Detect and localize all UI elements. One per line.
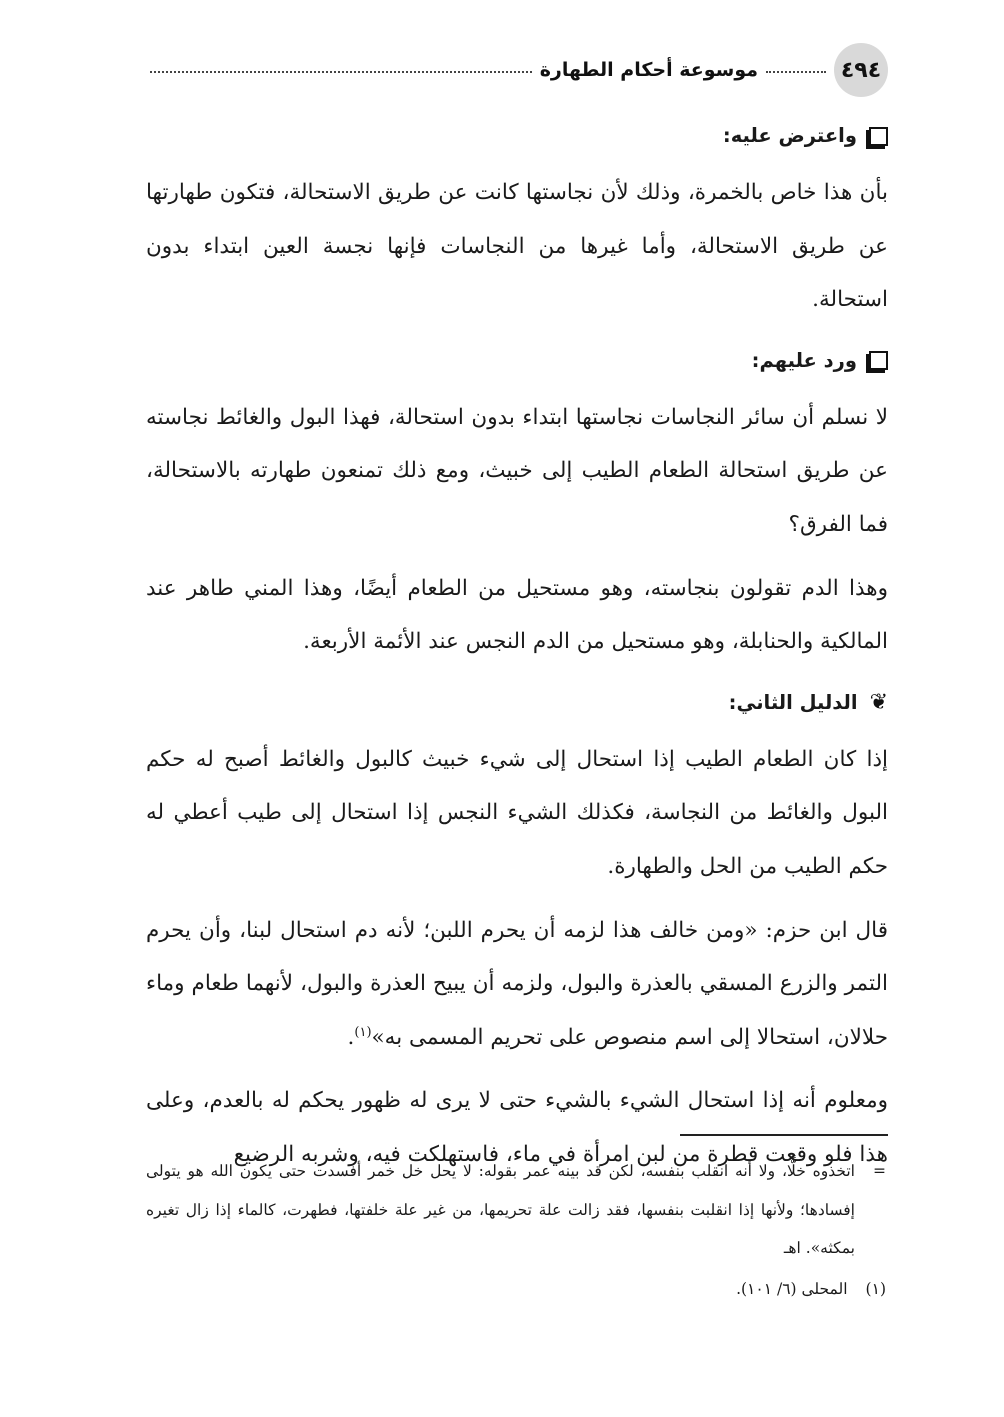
running-title: موسوعة أحكام الطهارة: [539, 59, 758, 81]
footnote-reference: (١): [354, 1024, 372, 1040]
heading-second-evidence-label: الدليل الثاني:: [728, 690, 858, 714]
footnote-separator: [680, 1134, 888, 1136]
page-number: ٤٩٤: [834, 43, 888, 97]
paragraph-3: وهذا الدم تقولون بنجاسته، وهو مستحيل من الطعام أيضًا، وهذا المني طاهر عند المالكية والحنابلة، وهو مستحيل من الدم النجس عند الأئمة الأربعة.: [146, 575, 888, 655]
heading-objection: [146, 112, 888, 160]
paragraph-1: بأن هذا خاص بالخمرة، وذلك لأن نجاستها كانت عن طريق الاستحالة، فتكون طهارتها عن طريق الاستحالة، وأما غيرها من النجاسات فإنها نجسة العين ابتداء بدون استحالة.: [146, 180, 888, 313]
main-text: [146, 110, 888, 1192]
footnote-continuation-text: اتخذوه خلًّا، ولا أنه انقلب بنفسه، لكن قد بينه عمر بقوله: لا يحل خل خمر أفسدت حتى يكون الله هو يتولى إفسادها؛ ولأنها إذا انقلبت بنفسها، فقد زالت علة تحريمها، من غير علة خلفتها، فطهرت، كالماء إذا زال تغيره بمكثه». اهـ: [146, 1162, 855, 1257]
heading-second-evidence: [146, 679, 888, 727]
heading-reply-label: ورد عليهم:: [751, 348, 857, 372]
paragraph-4: إذا كان الطعام الطيب إذا استحال إلى شيء خبيث كالبول والغائط أصبح له حكم البول والغائط من النجاسة، فكذلك الشيء النجس إذا استحال إلى طيب أعطي له حكم الطيب من الحل والطهارة.: [146, 746, 888, 879]
paragraph-2: لا نسلم أن سائر النجاسات نجاستها ابتداء بدون استحالة، فهذا البول والغائط نجاسته عن طريق استحالة الطعام الطيب إلى خبيث، ومع ذلك تمنعون طهارته بالاستحالة، فما الفرق؟: [146, 404, 888, 537]
footnotes: [146, 1152, 888, 1308]
checkbox-bullet-icon: [869, 127, 888, 146]
paragraph-5-end: .: [347, 1024, 355, 1050]
header-dotted-leader-right: [766, 71, 826, 73]
footnote-1-text: المحلى (٦/ ١٠١).: [736, 1279, 848, 1298]
checkbox-bullet-icon: [869, 351, 888, 370]
footnote-1: [146, 1270, 888, 1309]
footnote-continuation: [146, 1152, 888, 1268]
footnote-continuation-marker: =: [873, 1162, 886, 1180]
header-dotted-leader-left: [150, 71, 532, 73]
footnote-1-marker: (١): [865, 1279, 886, 1298]
paragraph-6: ومعلوم أنه إذا استحال الشيء بالشيء حتى لا يرى له ظهور يحكم له بالعدم، وعلى هذا فلو وقعت قطرة من لبن امرأة في ماء، فاستهلكت فيه، وشربه الرضيع: [146, 1088, 888, 1167]
ibn-hazm-quote: قال ابن حزم: «ومن خالف هذا لزمه أن يحرم اللبن؛ لأنه دم استحال لبنا، وأن يحرم التمر والزرع المسقي بالعذرة والبول، ولزمه أن يبيح العذرة والبول، لأنهما طعام وماء حلالان، استحالا إلى اسم منصوص على تحريم المسمى به»: [146, 917, 888, 1050]
heading-objection-label: واعترض عليه:: [722, 124, 857, 148]
heading-reply: [146, 337, 888, 385]
paragraph-5: [146, 904, 888, 1065]
page-header: [142, 42, 888, 98]
leaf-bullet-icon: ❦: [869, 689, 888, 715]
